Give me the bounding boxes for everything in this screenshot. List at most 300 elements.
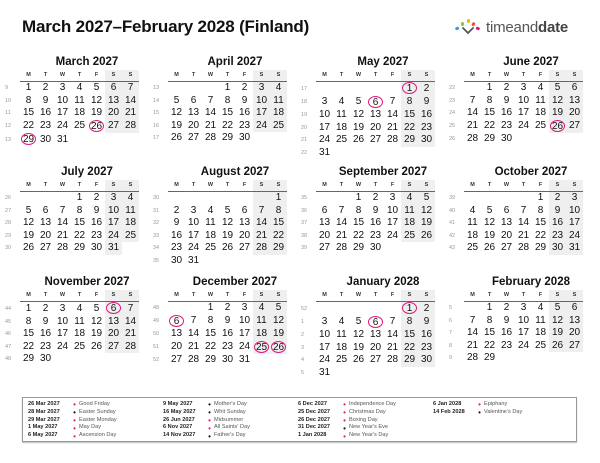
- calendar-day: 20: [566, 107, 583, 120]
- empty-day: [401, 367, 418, 380]
- legend-item: [433, 409, 522, 417]
- calendar-day: 5: [224, 204, 231, 216]
- calendar-day: 9: [173, 217, 180, 228]
- calendar-day: 30: [500, 133, 513, 144]
- calendar-day: 30: [221, 354, 234, 365]
- weekday-header: S: [549, 70, 566, 82]
- calendar-day: 17: [238, 328, 251, 339]
- legend-column: [433, 401, 522, 417]
- calendar-day: 11: [467, 217, 478, 228]
- calendar-day: 21: [122, 107, 139, 120]
- weekday-header: W: [202, 180, 219, 192]
- calendar-day: 16: [90, 217, 103, 228]
- calendar-day: 18: [73, 328, 86, 339]
- calendar-day: 10: [517, 94, 530, 106]
- week-number: 10: [5, 97, 12, 104]
- empty-day: [185, 302, 202, 315]
- calendar-day: 6: [566, 302, 583, 315]
- calendar-day: 9: [503, 94, 510, 106]
- month-calendar: [300, 275, 448, 379]
- month-title: July 2027: [61, 166, 113, 178]
- calendar-day: 30: [418, 354, 435, 367]
- calendar-day: 17: [105, 217, 122, 230]
- calendar-day: 31: [238, 354, 251, 365]
- calendar-day: 3: [321, 96, 328, 107]
- weekday-header: T: [333, 290, 350, 302]
- calendar-day: 9: [372, 204, 379, 216]
- week-number: 18: [301, 99, 308, 106]
- week-number: 13: [153, 85, 160, 91]
- month-calendar: [152, 55, 300, 145]
- week-number: 33: [153, 232, 160, 239]
- calendar-day: 22: [221, 119, 234, 131]
- empty-day: [566, 352, 583, 365]
- month-calendar: [4, 165, 152, 255]
- week-number: 1: [301, 319, 305, 326]
- calendar-day: 14: [386, 329, 399, 340]
- logo-text: timeanddate: [486, 18, 569, 36]
- calendar-day: 14: [204, 107, 217, 118]
- weekday-header: S: [401, 70, 418, 82]
- calendar-day: 16: [500, 327, 513, 338]
- calendar-day: 25: [204, 242, 217, 253]
- calendar-day: 25: [534, 339, 547, 351]
- week-number: 26: [449, 136, 456, 143]
- calendar-day: 23: [170, 242, 183, 253]
- calendar-day: 20: [105, 107, 122, 120]
- weekday-header: S: [270, 70, 287, 82]
- calendar-day: 29: [73, 242, 86, 253]
- calendar-day: 5: [418, 192, 435, 205]
- calendar-day: 3: [59, 82, 66, 93]
- week-number: 46: [5, 331, 12, 338]
- calendar-day: 3: [105, 192, 122, 205]
- empty-day: [515, 352, 532, 365]
- empty-day: [384, 302, 401, 316]
- calendar-day: 2: [372, 192, 379, 203]
- calendar-day: 5: [355, 316, 362, 327]
- empty-day: [316, 192, 333, 205]
- weekday-header: T: [37, 180, 54, 192]
- calendar-day: 22: [534, 229, 547, 241]
- calendar-day: 17: [56, 328, 69, 339]
- month-title: November 2027: [44, 276, 130, 288]
- legend-name: Mother's Day: [214, 401, 247, 407]
- empty-day: [350, 82, 367, 96]
- weekday-header: M: [464, 180, 481, 192]
- calendar-day: 18: [534, 327, 547, 338]
- calendar-day: 30: [369, 242, 382, 253]
- observance-dot-icon: •: [208, 431, 211, 441]
- legend-date: 1 May 2027: [28, 424, 58, 431]
- month-calendar: [448, 55, 596, 146]
- calendar-day: 1: [486, 302, 493, 313]
- week-number: 35: [301, 195, 308, 201]
- calendar-day: 9: [224, 315, 231, 326]
- month-title: April 2027: [207, 56, 263, 68]
- calendar-day: 21: [466, 339, 479, 351]
- calendar-day: 15: [483, 107, 496, 118]
- holiday-day-marker: 25: [255, 341, 268, 353]
- calendar-day: 26: [418, 230, 435, 243]
- empty-day: [54, 192, 71, 205]
- calendar-day: 24: [187, 242, 200, 253]
- legend-item: [163, 432, 250, 440]
- week-number: 48: [5, 356, 12, 363]
- calendar-day: 19: [549, 327, 566, 340]
- calendar-day: 24: [238, 341, 251, 352]
- calendar-day: 9: [549, 205, 566, 218]
- calendar-day: 14: [466, 327, 479, 338]
- calendar-day: 19: [90, 107, 103, 118]
- weekday-header: M: [20, 290, 37, 302]
- calendar-day: 23: [549, 230, 566, 243]
- calendar-day: 15: [22, 107, 35, 118]
- empty-day: [270, 255, 287, 268]
- calendar-day: 28: [517, 242, 530, 253]
- calendar-day: 15: [22, 328, 35, 339]
- weekday-header: T: [71, 290, 88, 302]
- weekday-header: S: [105, 180, 122, 192]
- week-number: 22: [301, 149, 308, 156]
- weekday-header: T: [71, 180, 88, 192]
- calendar-day: 21: [386, 121, 399, 133]
- calendar-day: 14: [335, 217, 348, 228]
- calendar-day: 14: [122, 95, 139, 108]
- calendar-day: 22: [22, 340, 35, 352]
- calendar-day: 20: [187, 119, 200, 131]
- week-number: 6: [449, 317, 453, 324]
- calendar-day: 9: [42, 315, 49, 327]
- calendar-day: 5: [549, 82, 566, 95]
- calendar-day: 16: [418, 329, 435, 342]
- empty-day: [515, 133, 532, 146]
- calendar-day: 3: [566, 192, 583, 205]
- calendar-day: 13: [318, 217, 331, 228]
- empty-day: [418, 242, 435, 255]
- week-number: 19: [301, 112, 308, 119]
- week-number: 8: [449, 342, 453, 349]
- calendar-day: 3: [321, 316, 328, 327]
- empty-day: [71, 133, 88, 147]
- calendar-day: 7: [59, 204, 66, 216]
- empty-day: [566, 133, 583, 146]
- calendar-day: 2: [503, 82, 510, 93]
- calendar-day: 11: [336, 109, 347, 120]
- empty-day: [202, 82, 219, 95]
- weekday-header: F: [532, 290, 549, 302]
- timeanddate-logo[interactable]: [453, 17, 568, 37]
- holiday-dot-icon: •: [208, 423, 211, 433]
- calendar-day: 23: [369, 229, 382, 241]
- calendar-day: 2: [93, 192, 100, 203]
- calendar-day: 18: [534, 107, 547, 118]
- empty-day: [168, 302, 185, 315]
- calendar-day: 26: [352, 134, 365, 145]
- legend-date: 1 Jan 2028: [298, 432, 327, 439]
- calendar-day: 18: [73, 107, 86, 118]
- weekday-header: W: [350, 180, 367, 192]
- calendar-day: 27: [105, 120, 122, 134]
- legend-date: 26 Mar 2027: [28, 401, 60, 407]
- calendar-day: [88, 120, 105, 134]
- empty-day: [185, 192, 202, 205]
- legend-date: 26 Dec 2027: [298, 416, 331, 423]
- calendar-day: 17: [318, 121, 331, 133]
- calendar-day: 5: [173, 94, 180, 106]
- calendar-day: 22: [483, 120, 496, 131]
- month-title: September 2027: [338, 166, 428, 178]
- calendar-day: 13: [566, 315, 583, 328]
- calendar-day: 5: [355, 96, 362, 107]
- calendar-day: 4: [338, 316, 345, 327]
- calendar-day: 29: [270, 242, 287, 255]
- legend-name: Boxing Day: [349, 416, 378, 423]
- holiday-dot-icon: •: [478, 400, 481, 410]
- week-number: 17: [153, 135, 160, 142]
- empty-day: [498, 352, 515, 365]
- calendar-day: 3: [190, 204, 197, 216]
- calendar-day: 27: [105, 341, 122, 354]
- calendar-day: 14: [187, 328, 200, 339]
- week-number: 34: [153, 245, 160, 252]
- calendar-day: 27: [369, 134, 382, 145]
- calendar-day: 12: [549, 95, 566, 108]
- week-number: 9: [449, 355, 453, 362]
- weekday-header: S: [270, 290, 287, 302]
- weekday-header: S: [105, 70, 122, 82]
- month-calendar: [4, 275, 152, 366]
- calendar-day: 28: [56, 242, 69, 253]
- calendar-day: 7: [389, 316, 396, 327]
- calendar-day: 19: [221, 229, 234, 241]
- month-title: December 2027: [192, 276, 278, 288]
- calendar-day: 16: [170, 229, 183, 241]
- weekday-header: W: [54, 70, 71, 82]
- week-number: 49: [153, 318, 160, 325]
- calendar-day: 27: [369, 354, 382, 365]
- empty-day: [37, 192, 54, 205]
- week-number: 52: [301, 305, 308, 312]
- calendar-day: 28: [122, 341, 139, 354]
- week-number: 27: [5, 207, 12, 214]
- calendar-day: 4: [253, 302, 270, 315]
- calendar-day: 15: [483, 327, 496, 338]
- calendar-day: 2: [42, 82, 49, 93]
- calendar-day: 16: [369, 217, 382, 228]
- calendar-day: 13: [39, 217, 52, 228]
- empty-day: [333, 147, 350, 160]
- calendar-day: 25: [335, 354, 348, 365]
- calendar-day: 3: [520, 302, 527, 313]
- legend-date: 9 May 2027: [163, 401, 193, 407]
- weekday-header: F: [532, 70, 549, 82]
- calendar-day: 12: [352, 329, 365, 340]
- calendar-day: 12: [90, 94, 103, 106]
- calendar-day: [270, 341, 287, 355]
- calendar-day: 6: [503, 204, 510, 216]
- calendar-day: 27: [566, 120, 583, 134]
- legend-item: [163, 417, 250, 425]
- empty-day: [20, 192, 37, 205]
- calendar-day: 18: [401, 217, 418, 230]
- calendar-day: 5: [93, 302, 100, 314]
- calendar-day: 11: [122, 205, 139, 218]
- calendar-day: 19: [22, 229, 35, 241]
- calendar-day: 7: [469, 94, 476, 106]
- week-number: 30: [153, 195, 160, 201]
- empty-day: [333, 367, 350, 380]
- calendar-day: 19: [352, 341, 365, 353]
- month-title: March 2027: [55, 56, 119, 68]
- calendar-day: 27: [566, 340, 583, 353]
- calendar-day: 26: [170, 132, 183, 143]
- calendar-day: 18: [204, 229, 217, 241]
- empty-day: [549, 133, 566, 146]
- calendar-day: 5: [93, 82, 100, 93]
- weekday-header: S: [401, 180, 418, 192]
- calendar-day: 8: [486, 94, 493, 106]
- legend-date: 14 Feb 2028: [433, 408, 465, 415]
- calendar-day: 28: [466, 133, 479, 144]
- weekday-header: T: [71, 70, 88, 82]
- empty-day: [219, 255, 236, 268]
- week-number: 3: [301, 344, 305, 351]
- calendar-day: 24: [517, 120, 530, 131]
- calendar-day: [105, 302, 122, 316]
- weekday-header: T: [367, 180, 384, 192]
- empty-day: [54, 353, 71, 366]
- empty-day: [384, 242, 401, 255]
- holiday-day-marker: 6: [169, 315, 184, 327]
- calendar-day: 29: [534, 242, 547, 253]
- calendar-day: 29: [483, 352, 496, 363]
- calendar-day: 8: [270, 205, 287, 218]
- legend-item: [298, 409, 396, 417]
- calendar-day: 11: [401, 205, 418, 218]
- week-number: 52: [153, 357, 160, 364]
- calendar-day: 10: [517, 314, 530, 326]
- calendar-day: 20: [369, 121, 382, 133]
- weekday-header: T: [481, 290, 498, 302]
- month-title: February 2028: [492, 276, 570, 288]
- calendar-day: 27: [187, 132, 200, 143]
- week-number: 51: [153, 344, 160, 351]
- calendar-day: 20: [238, 229, 251, 241]
- holiday-day-marker: 6: [368, 316, 383, 328]
- calendar-day: 28: [386, 354, 399, 365]
- observance-dot-icon: •: [343, 423, 346, 433]
- weekday-header: S: [122, 180, 139, 192]
- calendar-day: 19: [90, 328, 103, 339]
- legend-item: [298, 417, 396, 425]
- legend-item: [163, 401, 250, 409]
- month-calendar: [448, 165, 596, 255]
- calendar-day: 16: [39, 107, 52, 118]
- empty-day: [88, 133, 105, 147]
- empty-day: [168, 192, 185, 205]
- legend-item: [163, 409, 250, 417]
- calendar-day: 3: [520, 82, 527, 93]
- week-number: 43: [449, 245, 456, 252]
- calendar-day: 13: [238, 217, 251, 228]
- weekday-header: W: [350, 70, 367, 82]
- empty-day: [498, 192, 515, 205]
- empty-day: [122, 353, 139, 366]
- week-number: 14: [153, 97, 160, 104]
- calendar-day: 18: [335, 121, 348, 133]
- empty-day: [464, 302, 481, 315]
- week-number: 5: [301, 369, 305, 376]
- calendar-day: 21: [517, 229, 530, 241]
- calendar-day: 26: [549, 340, 566, 353]
- calendar-day: 10: [566, 205, 583, 218]
- calendar-day: [401, 302, 418, 316]
- weekday-header: T: [37, 290, 54, 302]
- empty-day: [481, 192, 498, 205]
- weekday-header: W: [54, 180, 71, 192]
- calendar-day: 15: [221, 107, 234, 118]
- weekday-header: S: [549, 180, 566, 192]
- week-number: 29: [5, 232, 12, 239]
- calendar-day: 17: [56, 107, 69, 118]
- calendar-day: 21: [253, 230, 270, 243]
- month-calendar: [300, 55, 448, 159]
- empty-day: [71, 353, 88, 366]
- calendar-day: 29: [401, 134, 418, 147]
- week-number: 37: [301, 220, 308, 227]
- calendar-day: 30: [170, 254, 183, 266]
- calendar-day: 25: [122, 230, 139, 243]
- calendar-day: 3: [241, 302, 248, 313]
- calendar-day: 30: [238, 132, 251, 143]
- calendar-day: 5: [25, 204, 32, 216]
- calendar-day: 19: [270, 328, 287, 341]
- weekday-header: M: [168, 70, 185, 82]
- empty-day: [464, 82, 481, 95]
- calendar-day: 11: [253, 315, 270, 329]
- calendar-day: 22: [270, 230, 287, 243]
- calendar-day: 7: [338, 204, 345, 216]
- empty-day: [270, 132, 287, 145]
- calendar-day: 17: [566, 217, 583, 230]
- calendar-day: 10: [56, 94, 69, 106]
- calendar-day: 21: [187, 341, 200, 352]
- calendar-day: 13: [566, 95, 583, 108]
- calendar-day: 1: [224, 82, 231, 93]
- empty-day: [202, 255, 219, 268]
- legend-date: 28 Mar 2027: [28, 408, 60, 415]
- calendar-day: 20: [500, 229, 513, 241]
- calendar-day: 15: [534, 217, 547, 228]
- empty-day: [316, 302, 333, 316]
- empty-day: [532, 352, 549, 365]
- month-title: October 2027: [494, 166, 568, 178]
- calendar-day: 2: [224, 302, 231, 313]
- month-title: August 2027: [200, 166, 270, 178]
- week-number: 22: [449, 85, 456, 91]
- calendar-day: 17: [318, 341, 331, 353]
- calendar-day: 18: [335, 341, 348, 353]
- holiday-dot-icon: •: [343, 400, 346, 410]
- weekday-header: S: [418, 290, 435, 302]
- calendar-day: 24: [566, 230, 583, 243]
- calendar-day: 4: [537, 302, 544, 313]
- calendar-day: 23: [418, 122, 435, 135]
- week-number: 50: [153, 331, 160, 338]
- week-number: 41: [449, 220, 456, 227]
- calendar-day: 14: [253, 217, 270, 230]
